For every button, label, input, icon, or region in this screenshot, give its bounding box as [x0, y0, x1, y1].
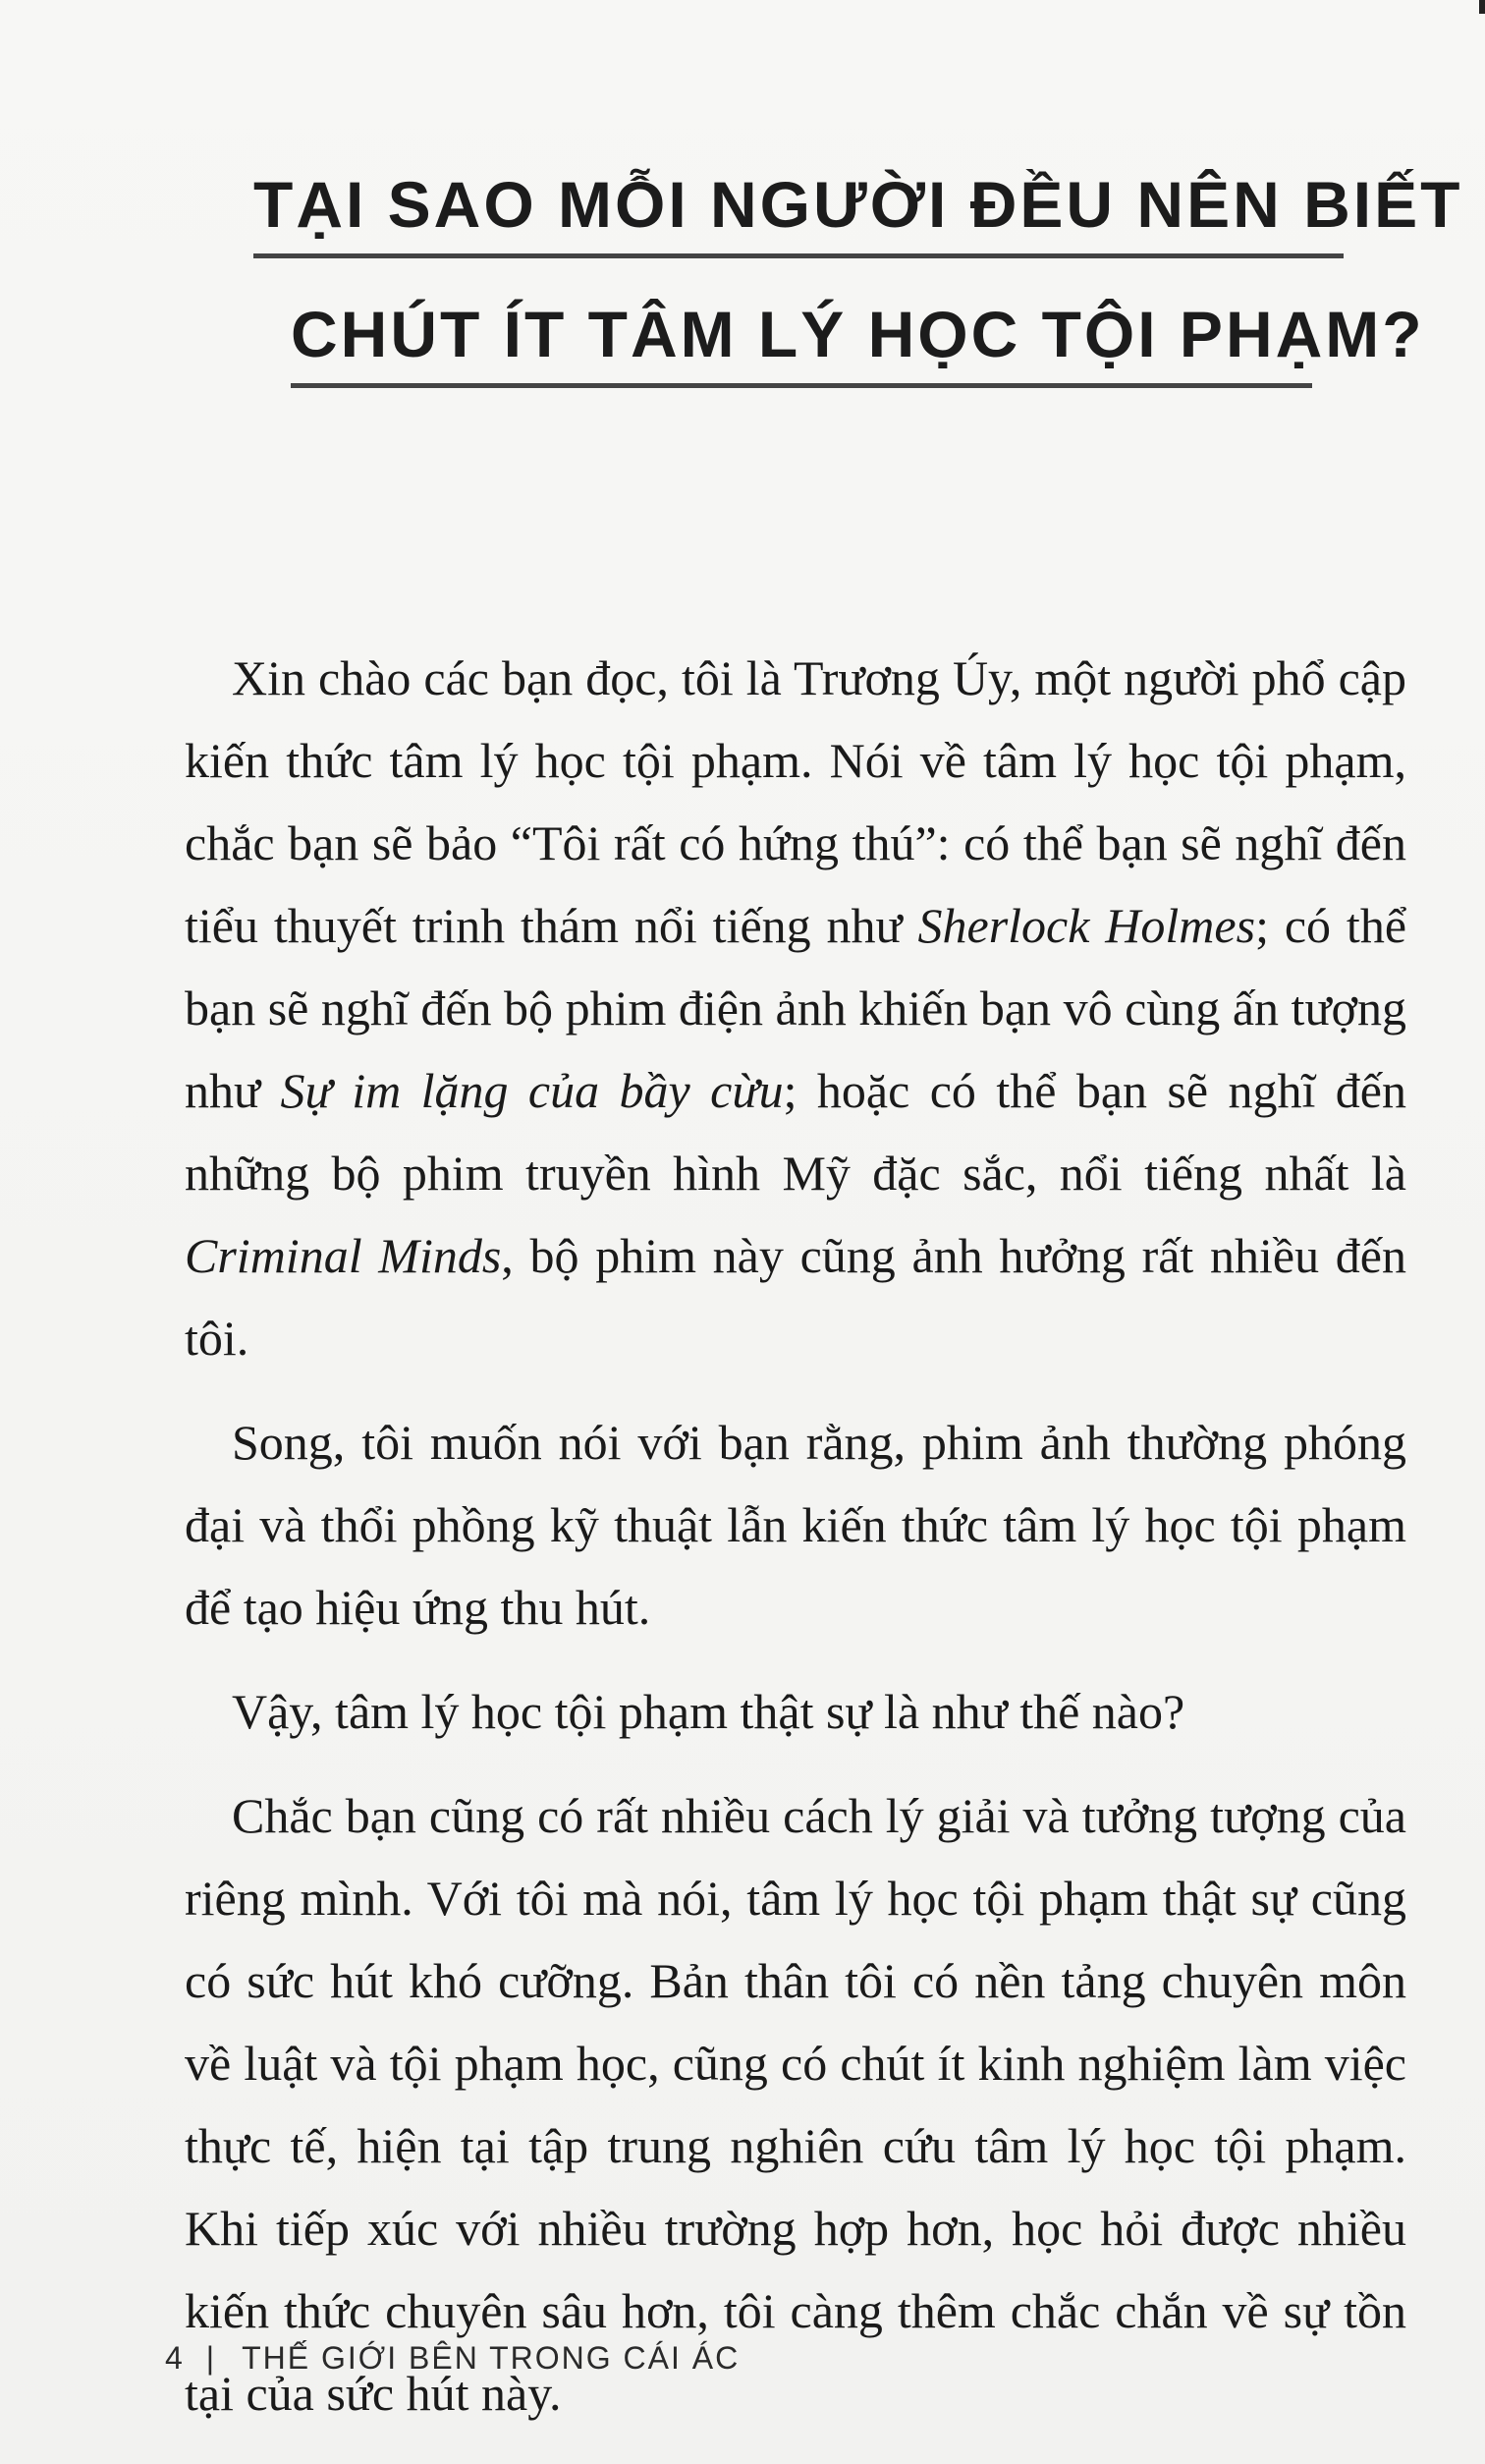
chapter-title-line-2: CHÚT ÍT TÂM LÝ HỌC TỘI PHẠM?: [291, 297, 1312, 388]
paragraph-2: Song, tôi muốn nói với bạn rằng, phim ảnh thường phóng đại và thổi phồng kỹ thuật lẫn kiến thức tâm lý học tội phạm để tạo hiệu ứng thu hút.: [185, 1415, 1406, 1635]
running-book-title: THẾ GIỚI BÊN TRONG CÁI ÁC: [242, 2340, 741, 2376]
page-footer: [165, 2340, 740, 2377]
title-criminal-minds: Criminal Minds: [185, 1228, 502, 1283]
footer-separator: |: [205, 2340, 217, 2376]
title-silence-of-the-lambs: Sự im lặng của bầy cừu: [280, 1063, 784, 1118]
paragraph-text: ; có thể bạn sẽ nghĩ đến bộ phim điện ảnh khiến bạn vô cùng ấn tượng như: [185, 898, 1407, 1118]
paragraph-4: Chắc bạn cũng có rất nhiều cách lý giải và tưởng tượng của riêng mình. Với tôi mà nói, tâm lý học tội phạm thật sự cũng có sức hút khó cưỡng. Bản thân tôi có nền tảng chuyên môn về luật và tội phạm học, cũng có chút ít kinh nghiệm làm việc thực tế, hiện tại tập trung nghiên cứu tâm lý học tội phạm. Khi tiếp xúc với nhiều trường hợp hơn, học hỏi được nhiều kiến thức chuyên sâu hơn, tôi càng thêm chắc chắn về sự tồn tại của sức hút này.: [185, 1788, 1406, 2421]
title-sherlock-holmes: Sherlock Holmes: [917, 898, 1256, 953]
paragraph-3: Vậy, tâm lý học tội phạm thật sự là như thế nào?: [232, 1684, 1185, 1739]
chapter-title-line-1: TẠI SAO MỖI NGƯỜI ĐỀU NÊN BIẾT: [253, 167, 1344, 258]
page-corner-mark: [1479, 0, 1485, 14]
body-text: [185, 637, 1406, 2456]
page-number: 4: [165, 2340, 185, 2376]
paragraph-intro: [185, 637, 1406, 1379]
paragraph-text: , bộ phim này cũng ảnh hưởng rất nhiều đến tôi.: [185, 1228, 1406, 1366]
paragraph-text: ; hoặc có thể bạn sẽ nghĩ đến những bộ phim truyền hình Mỹ đặc sắc, nổi tiếng nhất là: [185, 1063, 1406, 1201]
paragraph-text: Xin chào các bạn đọc, tôi là Trương Úy, một người phổ cập kiến thức tâm lý học tội phạm. Nói về tâm lý học tội phạm, chắc bạn sẽ bảo “Tôi rất có hứng thú”: có thể bạn sẽ nghĩ đến tiểu thuyết trinh thám nổi tiếng như: [185, 650, 1406, 953]
